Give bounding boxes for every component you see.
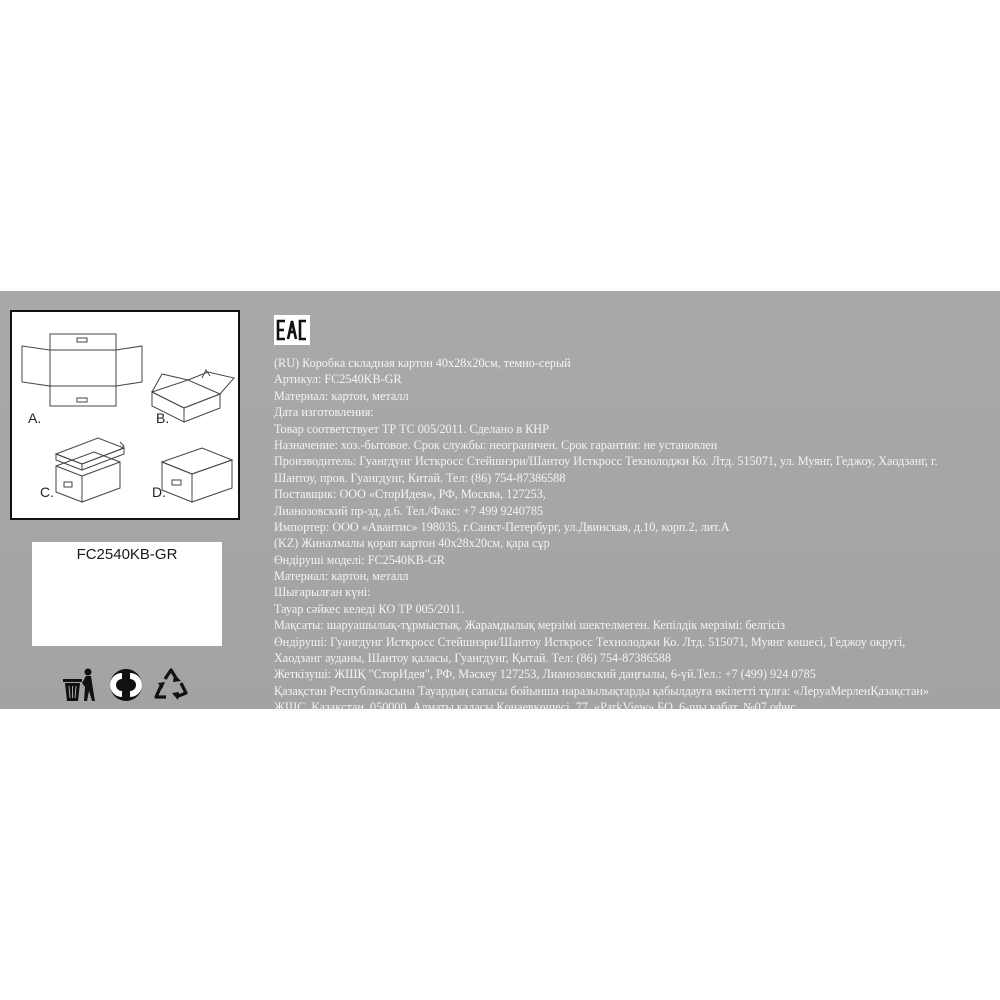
text-line: Дата изготовления: — [274, 405, 374, 420]
text-line: (KZ) Жиналмалы қорап картон 40x28x20см, қара сұр — [274, 536, 550, 551]
text-line: Производитель: Гуангдунг Исткросс Стейшнэри/Шантоу Исткросс Технолоджи Ко. Лтд. 515071, ул. Муянг, Геджоу, Хаодзанг, г. — [274, 454, 938, 469]
text-line: Өндіруші: Гуангдунг Исткросс Стейшнэри/Шантоу Исткросс Технолоджи Ко. Лтд. 515071, Муянг көшесі, Геджоу округі, — [274, 634, 906, 649]
text-line: Товар соответствует ТР ТС 005/2011. Сделано в КНР — [274, 421, 549, 436]
text-line: Жеткізуші: ЖШҚ "СторИдея", РФ, Мәскеу 127253, Лианозовский даңғылы, 6-үй.Тел.: +7 (499) 924 0785 — [274, 667, 816, 682]
text-line: (RU) Коробка складная картон 40x28x20см, темно-серый — [274, 356, 571, 370]
text-line: Шантоу, пров. Гуангдунг, Китай. Тел: (86) 754-87386588 — [274, 470, 566, 485]
step-c-label: C. — [40, 484, 54, 500]
step-b-label: B. — [156, 410, 170, 426]
recycle-icon — [152, 667, 190, 703]
sku-label: FC2540KB-GR — [76, 546, 178, 563]
text-line: Қазақстан Республикасына Тауардың сапасы бойынша наразылықтарды қабылдауға өкілетті тұлға: «ЛеруаМерленҚазақстан» — [274, 683, 930, 698]
text-line: Мақсаты: шаруашылық-тұрмыстық. Жарамдылық мерзімі шектелмеген. Кепілдік мерзімі: белгісіз — [274, 618, 786, 633]
step-d-label: D. — [152, 484, 166, 500]
label-text — [274, 355, 996, 716]
text-line: Лианозовский пр-зд, д.6. Тел./Факс: +7 499 9240785 — [274, 503, 544, 518]
sku-sticker — [32, 542, 222, 646]
text-line: Назначение: хоз.-бытовое. Срок службы: неограничен. Срок гарантии: не установлен — [274, 437, 718, 452]
trash-bin-icon — [60, 667, 98, 703]
disposal-icons — [60, 667, 200, 703]
text-line: Тауар сәйкес келеді КО ТР 005/2011. — [274, 601, 465, 616]
text-line: Өндіруші моделі: FC2540KB-GR — [274, 552, 445, 567]
text-line: Хаодзанг ауданы, Шантоу қаласы, Гуангдунг, Қытай. Тел: (86) 754-87386588 — [274, 651, 671, 666]
text-line: Шығарылған күні: — [274, 585, 371, 600]
text-line: Материал: картон, металл — [274, 388, 409, 403]
text-line: Материал: картон, металл — [274, 569, 409, 584]
text-line: Артикул: FC2540KB-GR — [274, 372, 402, 387]
assembly-diagram — [10, 310, 240, 520]
eac-certification-icon — [274, 315, 310, 345]
text-line: ЖШС, Қазақстан, 050000, Алматы қаласы,Қонаевкөшесі, 77, «ParkView» БО, 6-шы қабат, №07 офис — [274, 700, 796, 715]
step-a-label: A. — [28, 410, 42, 426]
product-label-panel — [0, 291, 1000, 715]
green-dot-icon — [108, 667, 144, 703]
text-line: Поставщик: ООО «СторИдея», РФ, Москва, 127253, — [274, 487, 546, 502]
text-line: Импортер: ООО «Авантис» 198035, г.Санкт-Петербург, ул.Двинская, д.10, корп.2, лит.А — [274, 519, 730, 534]
